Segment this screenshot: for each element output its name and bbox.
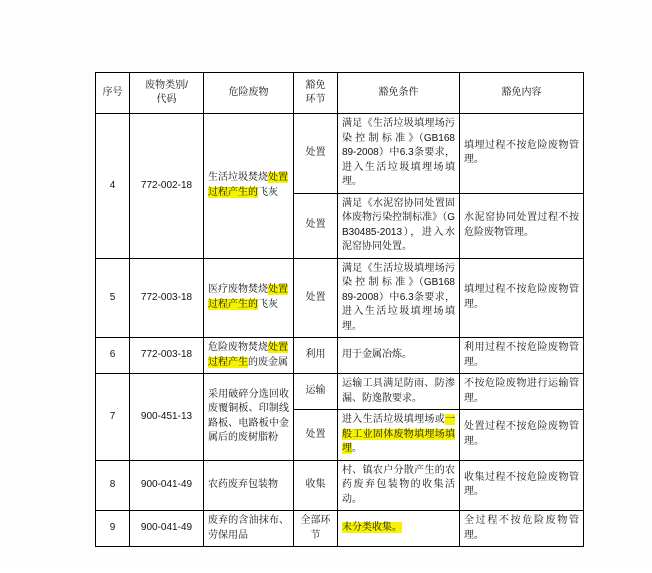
cell-waste-name: 采用破碎分选回收废覆铜板、印制线路板、电路板中金属后的废树脂粉 — [204, 374, 294, 461]
cell-exemption-content: 不按危险废物进行运输管理。 — [460, 374, 584, 410]
page-bottom-edge — [0, 567, 652, 573]
table-header — [96, 73, 584, 114]
condition-text-pre: 进入生活垃圾填埋场或 — [342, 414, 445, 425]
cell-no: 8 — [96, 460, 130, 511]
column-header-exemption-condition: 豁免条件 — [338, 73, 460, 114]
cell-no: 6 — [96, 338, 130, 374]
cell-code: 772-003-18 — [130, 258, 204, 338]
cell-exemption-link: 利用 — [294, 338, 338, 374]
cell-exemption-condition: 满足《水泥窑协同处置固体废物污染控制标准》（GB30485-2013），进入水泥窑协同处置。 — [338, 193, 460, 258]
cell-code: 772-003-18 — [130, 338, 204, 374]
cell-waste-name: 农药废弃包装物 — [204, 460, 294, 511]
cell-no: 9 — [96, 511, 130, 547]
cell-waste-name — [204, 258, 294, 338]
table-row — [96, 258, 584, 338]
cell-exemption-condition: 用于金属冶炼。 — [338, 338, 460, 374]
cell-exemption-link: 全部环节 — [294, 511, 338, 547]
cell-code: 900-451-13 — [130, 374, 204, 461]
cell-waste-name — [204, 338, 294, 374]
waste-exemption-table-wrapper — [95, 72, 583, 547]
column-header-hazardous-waste: 危险废物 — [204, 73, 294, 114]
condition-text-highlight: 一般工业固体废物填埋场填埋 — [342, 414, 455, 454]
column-header-link-line1: 豁免 — [305, 79, 326, 91]
waste-name-plain: 生活垃圾焚烧 — [208, 172, 268, 184]
waste-name-highlight-1: 处置 — [268, 284, 288, 296]
table-row — [96, 338, 584, 374]
cell-exemption-content: 处置过程不按危险废物管理。 — [460, 410, 584, 461]
condition-text-highlight: 未分类收集。 — [342, 522, 402, 534]
condition-text-post: 。 — [352, 443, 362, 454]
cell-exemption-condition: 运输工具满足防雨、防渗漏、防逸散要求。 — [338, 374, 460, 410]
column-header-code — [130, 73, 204, 114]
waste-name-highlight-1: 处置 — [268, 172, 288, 184]
column-header-code-line2: 代码 — [156, 94, 177, 105]
waste-name-plain: 医疗废物焚烧 — [208, 284, 268, 296]
cell-exemption-condition — [338, 410, 460, 461]
waste-name-highlight-2: 过程产生的 — [208, 186, 258, 198]
cell-exemption-link: 运输 — [294, 374, 338, 410]
cell-exemption-content: 填埋过程不按危险废物管理。 — [460, 258, 584, 338]
column-header-exemption-link — [294, 73, 338, 114]
column-header-no: 序号 — [96, 73, 130, 114]
cell-exemption-content: 利用过程不按危险废物管理。 — [460, 338, 584, 374]
cell-exemption-link: 处置 — [294, 114, 338, 194]
cell-exemption-link: 处置 — [294, 410, 338, 461]
cell-exemption-condition — [338, 511, 460, 547]
waste-exemption-table — [95, 72, 584, 547]
cell-exemption-condition: 村、镇农户分散产生的农药废弃包装物的收集活动。 — [338, 460, 460, 511]
column-header-exemption-content: 豁免内容 — [460, 73, 584, 114]
waste-name-highlight-1: 处置 — [268, 342, 288, 353]
column-header-code-line1: 废物类别/ — [145, 79, 188, 91]
cell-exemption-condition: 满足《生活垃圾填埋场污 染 控 制 标 准 》（GB16889-2008）中6.3条要求，进入生活垃圾填埋场填埋。 — [338, 114, 460, 194]
waste-name-highlight-2: 过程产生的 — [208, 298, 258, 310]
cell-waste-name — [204, 114, 294, 259]
waste-name-plain-tail: 飞灰 — [258, 298, 278, 310]
cell-code: 900-041-49 — [130, 511, 204, 547]
waste-name-plain-tail: 的废金属 — [248, 356, 288, 368]
cell-exemption-content: 全过程不按危险废物管理。 — [460, 511, 584, 547]
cell-exemption-content: 收集过程不按危险废物管理。 — [460, 460, 584, 511]
cell-no: 4 — [96, 114, 130, 259]
table-row — [96, 114, 584, 194]
cell-exemption-link: 处置 — [294, 193, 338, 258]
waste-name-plain: 危险废物焚烧 — [208, 342, 268, 353]
table-row — [96, 374, 584, 410]
table-row — [96, 511, 584, 547]
cell-code: 900-041-49 — [130, 460, 204, 511]
table-row — [96, 460, 584, 511]
table-header-row — [96, 73, 584, 114]
cell-exemption-link: 处置 — [294, 258, 338, 338]
column-header-link-line2: 环节 — [305, 94, 326, 105]
waste-name-highlight-2: 过程产生 — [208, 356, 248, 368]
waste-name-plain-tail: 飞灰 — [258, 186, 278, 198]
cell-no: 5 — [96, 258, 130, 338]
cell-code: 772-002-18 — [130, 114, 204, 259]
cell-exemption-link: 收集 — [294, 460, 338, 511]
cell-waste-name: 废弃的含油抹布、劳保用品 — [204, 511, 294, 547]
cell-no: 7 — [96, 374, 130, 461]
table-body — [96, 114, 584, 547]
cell-exemption-content: 填埋过程不按危险废物管理。 — [460, 114, 584, 194]
cell-exemption-content: 水泥窑协同处置过程不按危险废物管理。 — [460, 193, 584, 258]
cell-exemption-condition: 满足《生活垃圾填埋场污 染 控 制 标 准 》（GB16889-2008）中6.3条要求，进入生活垃圾填埋场填埋。 — [338, 258, 460, 338]
